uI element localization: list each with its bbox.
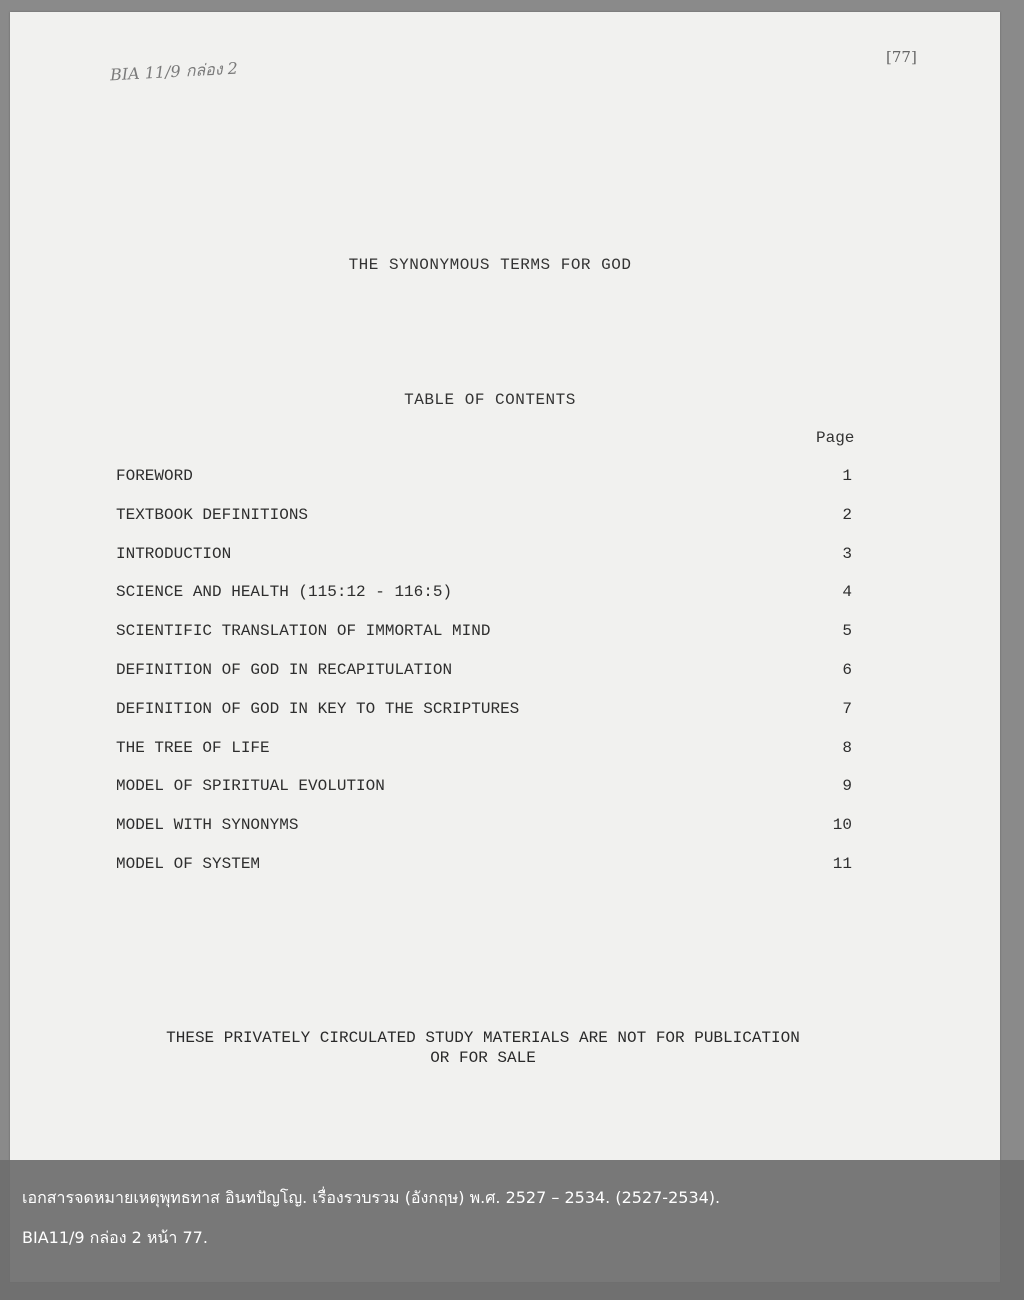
handwritten-page-number: [77] bbox=[886, 48, 917, 66]
toc-entry-page: 4 bbox=[842, 583, 852, 602]
toc-entry-label: TEXTBOOK DEFINITIONS bbox=[116, 505, 309, 524]
toc-entry-label: SCIENCE AND HEALTH (115:12 - 116:5) bbox=[116, 583, 453, 602]
archive-caption-bar bbox=[0, 1160, 1024, 1300]
toc-entry-page: 9 bbox=[842, 777, 852, 796]
toc-entry bbox=[116, 545, 866, 584]
toc-entry bbox=[116, 816, 866, 855]
toc-entry-label: DEFINITION OF GOD IN RECAPITULATION bbox=[116, 660, 453, 679]
toc-entry bbox=[116, 855, 866, 894]
toc-entry bbox=[116, 622, 866, 661]
document-title: THE SYNONYMOUS TERMS FOR GOD bbox=[348, 256, 632, 274]
toc-entry-page: 7 bbox=[842, 699, 852, 718]
distribution-notice bbox=[0, 1028, 978, 1068]
toc-entry-label: MODEL WITH SYNONYMS bbox=[116, 816, 299, 835]
toc-entry bbox=[116, 739, 866, 778]
toc-entry-page: 10 bbox=[832, 816, 852, 835]
toc-entry bbox=[116, 700, 866, 739]
toc-entry-page: 8 bbox=[842, 738, 852, 757]
toc-entry bbox=[116, 583, 866, 622]
toc-entry bbox=[116, 467, 866, 506]
toc-entry-page: 2 bbox=[842, 505, 852, 524]
page-column-label: Page bbox=[816, 429, 855, 447]
toc-entry-label: INTRODUCTION bbox=[116, 544, 232, 563]
toc-entry bbox=[116, 777, 866, 816]
toc-heading: TABLE OF CONTENTS bbox=[404, 391, 576, 409]
toc-entry bbox=[116, 506, 866, 545]
notice-line-2: OR FOR SALE bbox=[430, 1049, 536, 1067]
caption-line-1: เอกสารจดหมายเหตุพุทธทาส อินทปัญโญ. เรื่องรวบรวม (อังกฤษ) พ.ศ. 2527 – 2534. (2527-2534). bbox=[22, 1188, 721, 1207]
handwritten-archive-note: BIA 11/9 กล่อง 2 bbox=[109, 58, 239, 85]
toc-entry-page: 5 bbox=[842, 622, 852, 641]
toc-entry bbox=[116, 661, 866, 700]
toc-entry-label: DEFINITION OF GOD IN KEY TO THE SCRIPTURES bbox=[116, 699, 520, 718]
toc-entry-label: MODEL OF SPIRITUAL EVOLUTION bbox=[116, 777, 385, 796]
caption-line-2: BIA11/9 กล่อง 2 หน้า 77. bbox=[22, 1228, 208, 1247]
toc-list bbox=[116, 467, 866, 894]
toc-entry-label: MODEL OF SYSTEM bbox=[116, 854, 261, 873]
toc-entry-label: FOREWORD bbox=[116, 467, 193, 485]
toc-entry-label: THE TREE OF LIFE bbox=[116, 738, 270, 757]
toc-entry-page: 3 bbox=[842, 544, 852, 563]
toc-entry-page: 6 bbox=[842, 660, 852, 679]
document-page bbox=[10, 12, 1000, 1282]
toc-entry-page: 1 bbox=[842, 467, 852, 485]
toc-entry-page: 11 bbox=[832, 854, 852, 873]
toc-entry-label: SCIENTIFIC TRANSLATION OF IMMORTAL MIND bbox=[116, 622, 491, 641]
notice-line-1: THESE PRIVATELY CIRCULATED STUDY MATERIALS ARE NOT FOR PUBLICATION bbox=[166, 1029, 800, 1047]
